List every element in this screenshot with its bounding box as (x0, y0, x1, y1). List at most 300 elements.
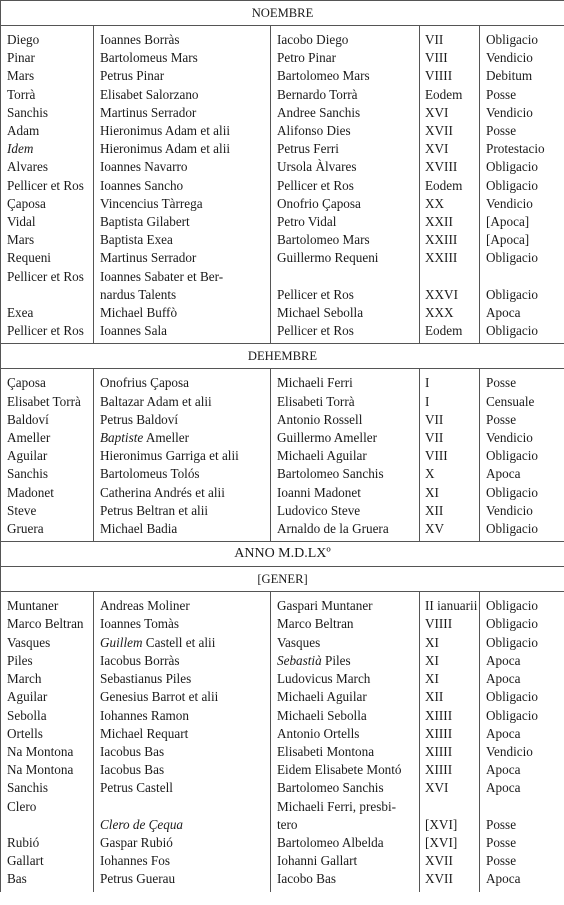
entry-party: Ludovicus March (277, 671, 371, 687)
date-cell (420, 615, 480, 633)
date-cell (420, 484, 480, 502)
register-entry-row (1, 592, 564, 616)
date-cell (420, 779, 480, 797)
entry-surname: Clero (7, 798, 37, 814)
party-cell (271, 304, 420, 322)
entry-surname: Çaposa (7, 375, 46, 391)
entry-type: Posse (486, 853, 517, 869)
section-header-row (1, 567, 564, 592)
entry-party: Bartolomeo Mars (277, 68, 370, 84)
entry-date: XVI (425, 104, 449, 120)
entry-principal: Ioannes Navarro (100, 159, 188, 175)
date-cell (420, 158, 480, 176)
entry-date: XVIII (425, 159, 458, 175)
date-cell (420, 195, 480, 213)
party-cell (271, 195, 420, 213)
entry-party: Andree Sanchis (277, 104, 361, 120)
entry-type: Vendicio (486, 104, 533, 120)
surname-cell (1, 725, 94, 743)
principal-cell (94, 322, 271, 344)
date-cell (420, 707, 480, 725)
entry-type: Apoca (486, 671, 521, 687)
type-cell (480, 322, 564, 344)
register-entry-row (1, 249, 564, 267)
entry-date: XXIII (425, 232, 458, 248)
entry-date: Eodem (425, 177, 463, 193)
entry-type: Apoca (486, 466, 521, 482)
entry-party: Michael Sebolla (277, 305, 364, 321)
party-cell (271, 834, 420, 852)
principal-cell (94, 634, 271, 652)
entry-party: Michaeli Ferri, presbi- tero (277, 798, 397, 832)
register-entry-row (1, 652, 564, 670)
entry-party: Petro Pinar (277, 50, 336, 66)
entry-type: Apoca (486, 780, 521, 796)
entry-type: Debitum (486, 68, 533, 84)
register-entry-row (1, 86, 564, 104)
party-cell (271, 411, 420, 429)
type-cell (480, 369, 564, 393)
entry-type: Censuale (486, 393, 535, 409)
entry-party: Elisabeti Torrà (277, 393, 355, 409)
entry-date: XVI (425, 141, 449, 157)
date-cell (420, 670, 480, 688)
type-cell (480, 743, 564, 761)
party-cell (271, 67, 420, 85)
register-entry-row (1, 852, 564, 870)
entry-date: XII (425, 502, 444, 518)
entry-surname: Çaposa (7, 195, 46, 211)
type-cell (480, 688, 564, 706)
entry-principal: Michael Buffò (100, 305, 178, 321)
entry-type: Apoca (486, 762, 521, 778)
entry-type: Protestacio (486, 141, 545, 157)
surname-cell (1, 104, 94, 122)
entry-type: Obligacio (486, 521, 539, 537)
party-cell (271, 49, 420, 67)
entry-party: Michaeli Ferri (277, 375, 353, 391)
entry-date: XVI (425, 780, 449, 796)
entry-principal: Ioannes Sancho (100, 177, 184, 193)
register-entry-row (1, 615, 564, 633)
entry-party: Bartolomeo Albelda (277, 834, 384, 850)
entry-principal: Martinus Serrador (100, 250, 197, 266)
party-cell (271, 122, 420, 140)
entry-party: Michaeli Aguilar (277, 448, 367, 464)
principal-cell (94, 447, 271, 465)
type-cell (480, 249, 564, 267)
entry-principal: Ioannes Borràs (100, 32, 180, 47)
entry-principal: Sebastianus Piles (100, 671, 192, 687)
entry-surname: Sebolla (7, 707, 47, 723)
type-cell (480, 26, 564, 50)
entry-type: Obligacio (486, 598, 539, 614)
type-cell (480, 49, 564, 67)
surname-cell (1, 122, 94, 140)
party-cell (271, 158, 420, 176)
principal-cell (94, 177, 271, 195)
entry-party: Petro Vidal (277, 214, 337, 230)
entry-date: VII (425, 411, 444, 427)
type-cell (480, 140, 564, 158)
surname-cell (1, 520, 94, 542)
entry-date: XI (425, 671, 439, 687)
date-cell (420, 49, 480, 67)
entry-principal-given-name: Guillem (100, 634, 143, 650)
type-cell (480, 465, 564, 483)
month-heading: DEHEMBRE (1, 344, 564, 369)
entry-party: Guillermo Ameller (277, 430, 377, 446)
entry-party: Marco Beltran (277, 616, 354, 632)
entry-surname: Ortells (7, 725, 43, 741)
principal-cell (94, 411, 271, 429)
entry-surname: Gruera (7, 521, 44, 537)
surname-cell (1, 707, 94, 725)
entry-date: XI (425, 652, 439, 668)
entry-surname: Pellicer et Ros (7, 323, 84, 339)
entry-type: Obligacio (486, 484, 539, 500)
entry-type: Obligacio (486, 177, 539, 193)
register-entry-row (1, 779, 564, 797)
entry-surname: Sanchis (7, 780, 49, 796)
type-cell (480, 652, 564, 670)
party-cell (271, 520, 420, 542)
entry-date: II ianuarii (425, 598, 478, 614)
principal-cell (94, 67, 271, 85)
entry-date: VIIII (425, 616, 453, 632)
type-cell (480, 86, 564, 104)
entry-party: Elisabeti Montona (277, 743, 375, 759)
entry-surname: Vasques (7, 634, 51, 650)
date-cell (420, 870, 480, 891)
entry-principal: Petrus Castell (100, 780, 173, 796)
entry-surname: Pellicer et Ros (7, 268, 84, 284)
entry-principal: Iacobus Borràs (100, 652, 180, 668)
date-cell (420, 26, 480, 50)
entry-principal: Hieronimus Garriga et alii (100, 448, 239, 464)
entry-type: Obligacio (486, 448, 539, 464)
surname-cell (1, 834, 94, 852)
register-entry-row (1, 429, 564, 447)
section-header-row (1, 1, 564, 26)
entry-type: Vendicio (486, 50, 533, 66)
date-cell (420, 725, 480, 743)
register-entry-row (1, 213, 564, 231)
surname-cell (1, 852, 94, 870)
party-cell (271, 465, 420, 483)
entry-party: Bartolomeo Mars (277, 232, 370, 248)
entry-type: Posse (486, 86, 517, 102)
entry-type: Vendicio (486, 430, 533, 446)
surname-cell (1, 615, 94, 633)
entry-type: Obligacio (486, 159, 539, 175)
surname-cell (1, 447, 94, 465)
surname-cell (1, 652, 94, 670)
entry-principal: Gaspar Rubió (100, 834, 173, 850)
entry-principal: Iohannes Ramon (100, 707, 189, 723)
entry-date: XIIII (425, 707, 453, 723)
principal-cell (94, 249, 271, 267)
entry-principal: Petrus Pinar (100, 68, 165, 84)
entry-principal: Michael Requart (100, 725, 189, 741)
entry-party: Vasques (277, 634, 321, 650)
surname-cell (1, 249, 94, 267)
register-entry-row (1, 834, 564, 852)
surname-cell (1, 592, 94, 616)
principal-cell (94, 707, 271, 725)
entry-surname: Idem (7, 141, 34, 157)
type-cell (480, 304, 564, 322)
party-cell (271, 615, 420, 633)
register-entry-row (1, 322, 564, 344)
entry-date: VIII (425, 448, 448, 464)
principal-cell (94, 779, 271, 797)
entry-type: Apoca (486, 871, 521, 887)
date-cell (420, 834, 480, 852)
principal-cell (94, 429, 271, 447)
principal-cell (94, 26, 271, 50)
principal-cell (94, 761, 271, 779)
date-cell (420, 140, 480, 158)
entry-party: Arnaldo de la Gruera (277, 521, 389, 537)
party-cell (271, 86, 420, 104)
entry-party: Eidem Elisabete Montó (277, 762, 402, 778)
entry-party: Pellicer et Ros (277, 177, 354, 193)
surname-cell (1, 634, 94, 652)
entry-principal: Clero de Çequa (100, 816, 184, 832)
entry-date: XII (425, 689, 444, 705)
party-cell (271, 870, 420, 891)
entry-type: Obligacio (486, 286, 539, 302)
entry-surname: Na Montona (7, 743, 74, 759)
party-cell (271, 688, 420, 706)
principal-cell (94, 615, 271, 633)
entry-surname: Ameller (7, 430, 51, 446)
type-cell (480, 798, 564, 834)
entry-principal: Ioannes Sala (100, 323, 168, 339)
entry-surname: Madonet (7, 484, 54, 500)
entry-date: [XVI] (425, 816, 458, 832)
party-cell (271, 447, 420, 465)
surname-cell (1, 798, 94, 834)
year-heading: ANNO M.D.LXº (1, 542, 564, 567)
type-cell (480, 707, 564, 725)
principal-cell (94, 213, 271, 231)
date-cell (420, 447, 480, 465)
principal-cell (94, 49, 271, 67)
party-cell (271, 592, 420, 616)
register-entry-row (1, 67, 564, 85)
entry-surname: Vidal (7, 214, 36, 230)
surname-cell (1, 304, 94, 322)
date-cell (420, 502, 480, 520)
party-cell (271, 798, 420, 834)
principal-cell (94, 195, 271, 213)
register-entry-row (1, 411, 564, 429)
register-entry-row (1, 761, 564, 779)
type-cell (480, 725, 564, 743)
principal-cell (94, 834, 271, 852)
surname-cell (1, 140, 94, 158)
register-entry-row (1, 304, 564, 322)
entry-date: XVII (425, 871, 453, 887)
type-cell (480, 870, 564, 891)
type-cell (480, 761, 564, 779)
party-cell (271, 761, 420, 779)
entry-surname: Piles (7, 652, 33, 668)
surname-cell (1, 231, 94, 249)
type-cell (480, 268, 564, 304)
entry-date: Eodem (425, 323, 463, 339)
principal-cell (94, 502, 271, 520)
surname-cell (1, 670, 94, 688)
date-cell (420, 268, 480, 304)
date-cell (420, 213, 480, 231)
entry-party: Bartolomeo Sanchis (277, 466, 384, 482)
date-cell (420, 86, 480, 104)
type-cell (480, 852, 564, 870)
entry-principal: Catherina Andrés et alii (100, 484, 225, 500)
register-entry-row (1, 670, 564, 688)
type-cell (480, 104, 564, 122)
entry-principal: Michael Badia (100, 521, 178, 537)
surname-cell (1, 322, 94, 344)
surname-cell (1, 411, 94, 429)
party-cell (271, 670, 420, 688)
entry-party: Guillermo Requeni (277, 250, 379, 266)
principal-cell (94, 652, 271, 670)
type-cell (480, 502, 564, 520)
date-cell (420, 231, 480, 249)
entry-principal: Petrus Guerau (100, 871, 176, 887)
register-entry-row (1, 520, 564, 542)
register-entry-row (1, 231, 564, 249)
type-cell (480, 592, 564, 616)
surname-cell (1, 195, 94, 213)
principal-cell (94, 369, 271, 393)
entry-surname: Aguilar (7, 448, 48, 464)
entry-date: VII (425, 32, 444, 47)
date-cell (420, 369, 480, 393)
date-cell (420, 688, 480, 706)
entry-principal: Iacobus Bas (100, 743, 165, 759)
party-cell (271, 634, 420, 652)
register-entry-row (1, 484, 564, 502)
entry-party: Piles (325, 652, 351, 668)
party-cell (271, 140, 420, 158)
surname-cell (1, 158, 94, 176)
entry-principal: Ameller (145, 430, 190, 446)
entry-principal: Iohannes Fos (100, 853, 170, 869)
register-entry-row (1, 268, 564, 304)
type-cell (480, 429, 564, 447)
principal-cell (94, 231, 271, 249)
entry-principal: Hieronimus Adam et alii (100, 123, 231, 139)
entry-type: Posse (486, 816, 517, 832)
register-entry-row (1, 870, 564, 891)
surname-cell (1, 502, 94, 520)
entry-surname: Muntaner (7, 598, 59, 614)
party-cell (271, 322, 420, 344)
surname-cell (1, 870, 94, 891)
date-cell (420, 761, 480, 779)
entry-principal: Vincencius Tàrrega (100, 195, 203, 211)
entry-party: Onofrio Çaposa (277, 195, 361, 211)
principal-cell (94, 688, 271, 706)
party-cell (271, 743, 420, 761)
party-cell (271, 502, 420, 520)
party-cell (271, 104, 420, 122)
surname-cell (1, 761, 94, 779)
entry-party: Iacobo Diego (277, 32, 349, 47)
entry-surname: Marco Beltran (7, 616, 84, 632)
date-cell (420, 67, 480, 85)
entry-date: XIIII (425, 743, 453, 759)
entry-type: Vendicio (486, 195, 533, 211)
entry-principal-given-name: Baptiste (100, 430, 144, 446)
entry-surname: Alvares (7, 159, 49, 175)
entry-surname: Pinar (7, 50, 35, 66)
register-entry-row (1, 104, 564, 122)
entry-surname: Bas (7, 871, 27, 887)
party-cell (271, 393, 420, 411)
surname-cell (1, 779, 94, 797)
entry-surname: Sanchis (7, 466, 49, 482)
entry-surname: March (7, 671, 42, 687)
type-cell (480, 411, 564, 429)
entry-type: Apoca (486, 652, 521, 668)
type-cell (480, 634, 564, 652)
principal-cell (94, 592, 271, 616)
entry-party: Ursola Àlvares (277, 159, 357, 175)
entry-surname: Adam (7, 123, 40, 139)
principal-cell (94, 743, 271, 761)
register-entry-row (1, 140, 564, 158)
party-cell (271, 852, 420, 870)
date-cell (420, 798, 480, 834)
entry-type: Vendicio (486, 502, 533, 518)
type-cell (480, 122, 564, 140)
surname-cell (1, 26, 94, 50)
date-cell (420, 852, 480, 870)
entry-principal: Elisabet Salorzano (100, 86, 199, 102)
register-entry-row (1, 393, 564, 411)
entry-surname: Exea (7, 305, 34, 321)
month-heading: NOEMBRE (1, 1, 564, 26)
entry-date: XVII (425, 123, 453, 139)
register-entry-row (1, 502, 564, 520)
entry-party: Antonio Ortells (277, 725, 360, 741)
entry-principal: Bartolomeus Tolós (100, 466, 200, 482)
entry-surname: Torrà (7, 86, 36, 102)
entry-date: XXX (425, 305, 454, 321)
principal-cell (94, 670, 271, 688)
register-entry-row (1, 195, 564, 213)
entry-principal: Genesius Barrot et alii (100, 689, 219, 705)
entry-principal: Andreas Moliner (100, 598, 190, 614)
principal-cell (94, 122, 271, 140)
entry-date: Eodem (425, 86, 463, 102)
surname-cell (1, 49, 94, 67)
party-cell (271, 369, 420, 393)
principal-cell (94, 268, 271, 304)
entry-surname: Steve (7, 502, 37, 518)
entry-party-given-name: Sebastià (277, 652, 322, 668)
entry-date: XX (425, 195, 445, 211)
principal-cell (94, 520, 271, 542)
entry-party: Iohanni Gallart (277, 853, 358, 869)
principal-cell (94, 870, 271, 891)
